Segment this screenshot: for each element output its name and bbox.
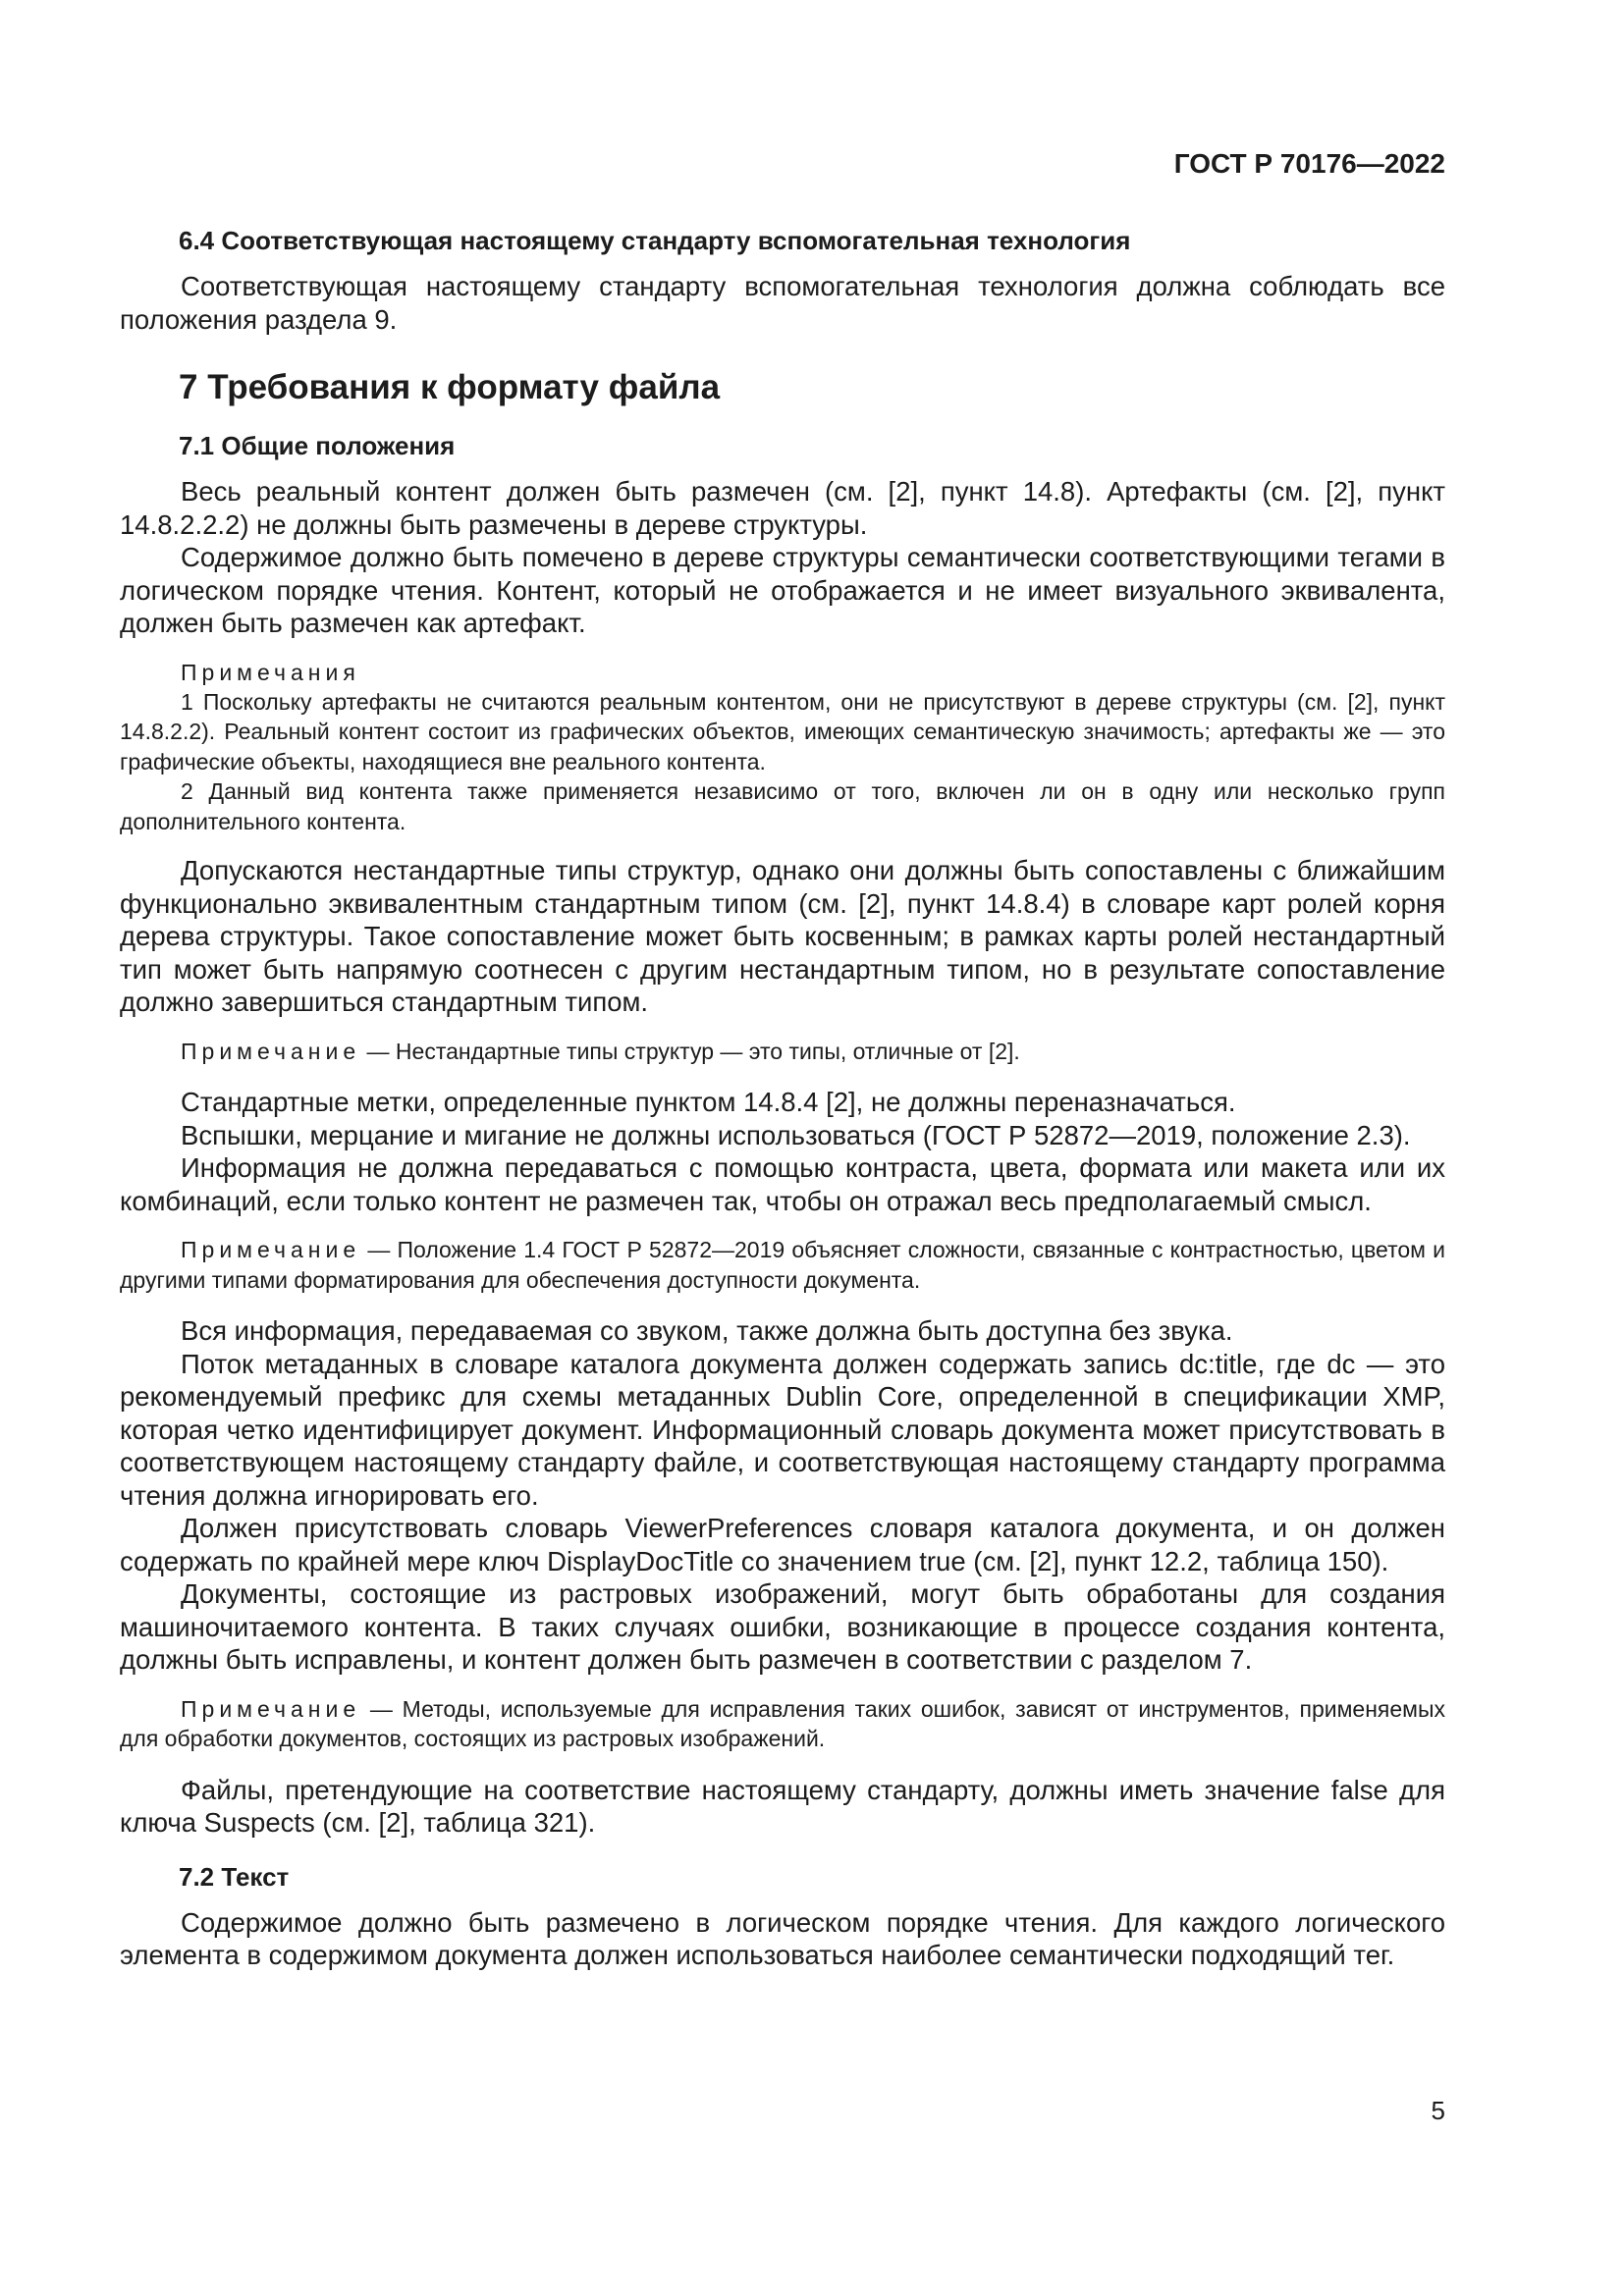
paragraph: Документы, состоящие из растровых изображений, могут быть обработаны для создания машиночитаемого контента. В таких случаях ошибки, возникающие в процессе создания контента, должны быть исправлены, и контент должен быть размечен в соответствии с разделом 7.	[120, 1578, 1445, 1675]
page-number: 5	[1431, 2096, 1445, 2125]
note-text: — Положение 1.4 ГОСТ Р 52872—2019 объясняет сложности, связанные с контрастностью, цветом и другими типами форматирования для обеспечения доступности документа.	[120, 1237, 1445, 1293]
notes-block	[120, 658, 1445, 837]
paragraph: Файлы, претендующие на соответствие настоящему стандарту, должны иметь значение false для ключа Suspects (см. [2], таблица 321).	[120, 1774, 1445, 1838]
note-text: — Методы, используемые для исправления таких ошибок, зависят от инструментов, применяемых для обработки документов, состоящих из растровых изображений.	[120, 1695, 1445, 1751]
notes-heading: Примечания	[181, 659, 360, 685]
section-6-4-heading: 6.4 Соответствующая настоящему стандарту вспомогательная технология	[179, 226, 1131, 255]
note-item	[120, 1037, 1445, 1067]
paragraph: Вспышки, мерцание и мигание не должны использоваться (ГОСТ Р 52872—2019, положение 2.3).	[181, 1119, 1411, 1150]
note-item: 1 Поскольку артефакты не считаются реальным контентом, они не присутствуют в дереве структуры (см. [2], пункт 14.8.2.2). Реальный контент состоит из графических объектов, имеющих семантическую значимость; артефакты же — это графические объекты, находящиеся вне реального контента.	[120, 688, 1445, 774]
paragraph: Поток метаданных в словаре каталога документа должен содержать запись dc:title, где dc — это рекомендуемый префикс для схемы метаданных Dublin Core, определенной в спецификации XMP, которая четко идентифицирует документ. Информационный словарь документа может присутствовать в соответствующем настоящему стандарту файле, и соответствующая настоящему стандарту программа чтения должна игнорировать его.	[120, 1348, 1445, 1511]
note-label: Примечание	[181, 1038, 361, 1064]
note-label: Примечание	[181, 1695, 361, 1722]
note-item	[120, 1235, 1445, 1295]
note-item: 2 Данный вид контента также применяется независимо от того, включен ли он в одну или несколько групп дополнительного контента.	[120, 778, 1445, 834]
note-text: — Нестандартные типы структур — это типы, отличные от [2].	[360, 1038, 1020, 1064]
paragraph: Содержимое должно быть помечено в дереве структуры семантически соответствующими тегами в логическом порядке чтения. Контент, который не отображается и не имеет визуального эквивалента, должен быть размечен как артефакт.	[120, 542, 1445, 638]
paragraph: Допускаются нестандартные типы структур, однако они должны быть сопоставлены с ближайшим функционально эквивалентным стандартным типом (см. [2], пункт 14.8.4) в словаре карт ролей корня дерева структуры. Такое сопоставление может быть косвенным; в рамках карты ролей нестандартный тип может быть напрямую соотнесен с другим нестандартным типом, но в результате сопоставление должно завершиться стандартным типом.	[120, 855, 1445, 1017]
paragraph: Содержимое должно быть размечено в логическом порядке чтения. Для каждого логического элемента в содержимом документа должен использоваться наиболее семантически подходящий тег.	[120, 1906, 1445, 1970]
paragraph: Информация не должна передаваться с помощью контраста, цвета, формата или макета или их комбинаций, если только контент не размечен так, чтобы он отражал весь предполагаемый смысл.	[120, 1152, 1445, 1216]
section-7-heading: 7 Требования к формату файла	[179, 368, 721, 406]
note-label: Примечание	[181, 1237, 361, 1262]
document-page	[120, 147, 1445, 1972]
paragraph: Весь реальный контент должен быть размечен (см. [2], пункт 14.8). Артефакты (см. [2], пункт 14.8.2.2.2) не должны быть размечены в дереве структуры.	[120, 476, 1445, 540]
section-7-2-heading: 7.2 Текст	[179, 1861, 290, 1892]
paragraph: Должен присутствовать словарь ViewerPreferences словаря каталога документа, и он должен содержать по крайней мере ключ DisplayDocTitle со значением true (см. [2], пункт 12.2, таблица 150).	[120, 1513, 1445, 1576]
paragraph: Вся информация, передаваемая со звуком, также должна быть доступна без звука.	[181, 1315, 1233, 1346]
section-7-1-heading: 7.1 Общие положения	[179, 431, 456, 460]
paragraph: Стандартные метки, определенные пунктом 14.8.4 [2], не должны переназначаться.	[181, 1087, 1236, 1117]
document-code: ГОСТ Р 70176—2022	[1173, 148, 1445, 179]
paragraph: Соответствующая настоящему стандарту вспомогательная технология должна соблюдать все положения раздела 9.	[120, 271, 1445, 335]
note-item	[120, 1694, 1445, 1754]
